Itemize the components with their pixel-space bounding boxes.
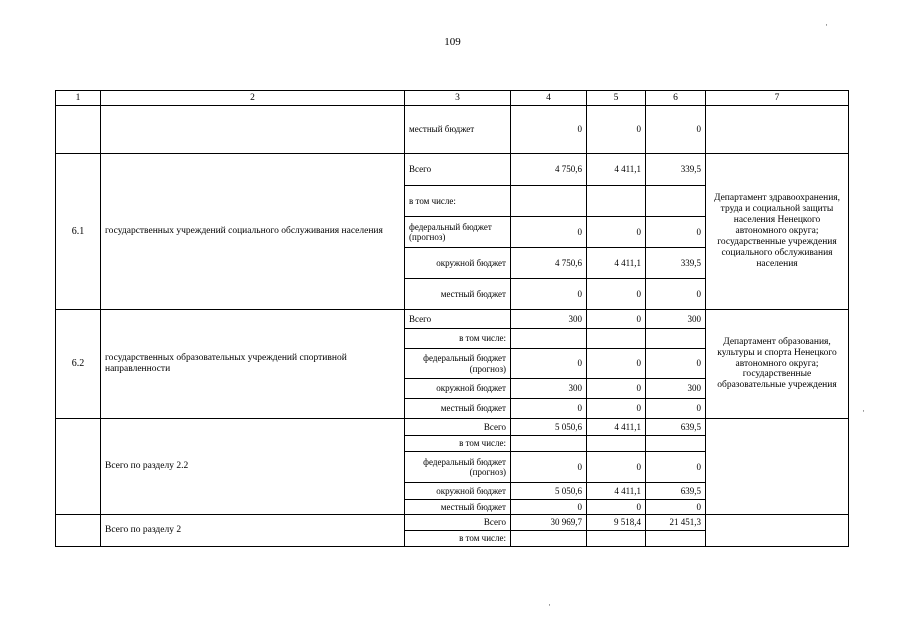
- budget-label: федеральный бюджет (прогноз): [405, 217, 511, 248]
- value-col6: 0: [646, 217, 706, 248]
- value-col5: 0: [587, 379, 646, 399]
- value-col4: 4 750,6: [511, 248, 587, 279]
- value-col6: [646, 329, 706, 349]
- value-col4: 0: [511, 452, 587, 483]
- budget-label: в том числе:: [405, 531, 511, 547]
- page-number: 109: [444, 36, 461, 48]
- value-col5: 0: [587, 500, 646, 515]
- value-col6: 0: [646, 106, 706, 154]
- value-col4: 4 750,6: [511, 154, 587, 186]
- value-col4: 0: [511, 217, 587, 248]
- item-name: Всего по разделу 2: [101, 515, 405, 547]
- budget-label: Всего: [405, 310, 511, 329]
- value-col4: 30 969,7: [511, 515, 587, 531]
- value-col4: 5 050,6: [511, 419, 587, 436]
- budget-label: местный бюджет: [405, 500, 511, 515]
- executor: Департамент образования, культуры и спорта Ненецкого автономного округа; государственные образовательные учреждения: [706, 310, 849, 419]
- value-col4: 0: [511, 500, 587, 515]
- row-number: 6.2: [56, 310, 101, 419]
- value-col5: 4 411,1: [587, 248, 646, 279]
- value-col5: [587, 436, 646, 452]
- budget-label: федеральный бюджет (прогноз): [405, 349, 511, 379]
- value-col6: [646, 186, 706, 217]
- value-col5: 0: [587, 217, 646, 248]
- empty-cell: [706, 515, 849, 547]
- empty-cell: [706, 106, 849, 154]
- value-col6: [646, 436, 706, 452]
- empty-cell: [706, 419, 849, 515]
- value-col6: 300: [646, 379, 706, 399]
- value-col5: 0: [587, 279, 646, 310]
- budget-label: окружной бюджет: [405, 483, 511, 500]
- budget-label: окружной бюджет: [405, 248, 511, 279]
- header-cell: 5: [587, 91, 646, 106]
- value-col5: 0: [587, 399, 646, 419]
- value-col5: [587, 186, 646, 217]
- value-col4: 300: [511, 310, 587, 329]
- scan-speck: ·: [548, 600, 551, 610]
- budget-label: в том числе:: [405, 186, 511, 217]
- value-col6: 0: [646, 279, 706, 310]
- header-cell: 7: [706, 91, 849, 106]
- budget-label: в том числе:: [405, 329, 511, 349]
- value-col4: [511, 329, 587, 349]
- value-col4: [511, 186, 587, 217]
- item-name: Всего по разделу 2.2: [101, 419, 405, 515]
- value-col6: 639,5: [646, 483, 706, 500]
- value-col5: 9 518,4: [587, 515, 646, 531]
- table-row: [56, 154, 849, 186]
- value-col4: 0: [511, 349, 587, 379]
- table-row: [56, 310, 849, 329]
- header-row: [56, 91, 849, 106]
- item-name: государственных учреждений социального обслуживания населения: [101, 154, 405, 310]
- header-cell: 2: [101, 91, 405, 106]
- scan-speck: ·: [862, 406, 865, 416]
- value-col4: 0: [511, 106, 587, 154]
- value-col6: [646, 531, 706, 547]
- item-name: государственных образовательных учреждений спортивной направленности: [101, 310, 405, 419]
- value-col6: 339,5: [646, 154, 706, 186]
- budget-label: федеральный бюджет (прогноз): [405, 452, 511, 483]
- value-col6: 339,5: [646, 248, 706, 279]
- value-col4: 0: [511, 399, 587, 419]
- value-col5: 0: [587, 310, 646, 329]
- value-col4: [511, 436, 587, 452]
- empty-cell: [56, 106, 101, 154]
- value-col4: [511, 531, 587, 547]
- empty-cell: [101, 106, 405, 154]
- value-col4: 5 050,6: [511, 483, 587, 500]
- table-row: [56, 515, 849, 531]
- value-col4: 0: [511, 279, 587, 310]
- budget-label: Всего: [405, 515, 511, 531]
- budget-label: Всего: [405, 154, 511, 186]
- value-col6: 300: [646, 310, 706, 329]
- header-cell: 4: [511, 91, 587, 106]
- value-col5: 4 411,1: [587, 154, 646, 186]
- value-col5: [587, 531, 646, 547]
- value-col6: 0: [646, 399, 706, 419]
- table-row: [56, 419, 849, 436]
- header-cell: 3: [405, 91, 511, 106]
- budget-label: местный бюджет: [405, 106, 511, 154]
- header-cell: 1: [56, 91, 101, 106]
- row-number: 6.1: [56, 154, 101, 310]
- value-col5: 4 411,1: [587, 483, 646, 500]
- value-col5: 0: [587, 349, 646, 379]
- budget-table: [55, 90, 849, 547]
- value-col6: 0: [646, 500, 706, 515]
- budget-label: окружной бюджет: [405, 379, 511, 399]
- value-col5: 0: [587, 106, 646, 154]
- budget-label: местный бюджет: [405, 399, 511, 419]
- value-col6: 0: [646, 349, 706, 379]
- empty-cell: [56, 515, 101, 547]
- header-cell: 6: [646, 91, 706, 106]
- value-col4: 300: [511, 379, 587, 399]
- table-row: [56, 106, 849, 154]
- value-col5: 0: [587, 452, 646, 483]
- budget-label: местный бюджет: [405, 279, 511, 310]
- budget-label: Всего: [405, 419, 511, 436]
- value-col6: 0: [646, 452, 706, 483]
- executor: Департамент здравоохранения, труда и социальной защиты населения Ненецкого автономного округа; государственные учреждения социального обслуживания населения: [706, 154, 849, 310]
- budget-label: в том числе:: [405, 436, 511, 452]
- value-col5: [587, 329, 646, 349]
- empty-cell: [56, 419, 101, 515]
- scan-speck: ·: [825, 20, 828, 30]
- value-col6: 21 451,3: [646, 515, 706, 531]
- value-col6: 639,5: [646, 419, 706, 436]
- value-col5: 4 411,1: [587, 419, 646, 436]
